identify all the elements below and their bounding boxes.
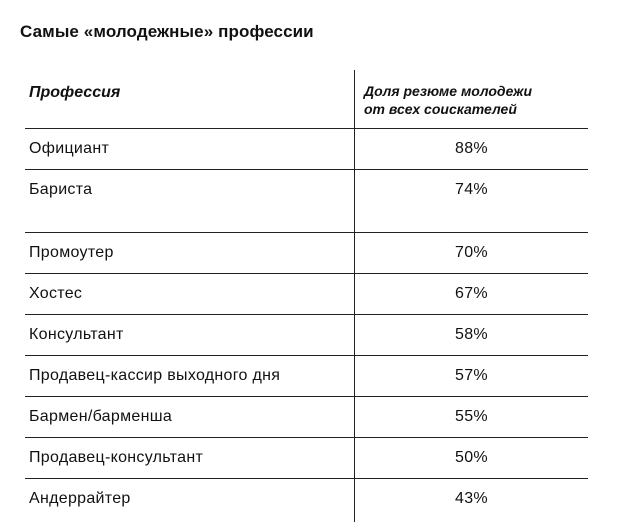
table-row xyxy=(25,129,588,170)
profession-cell: Продавец-консультант xyxy=(29,449,204,466)
table-row xyxy=(25,170,588,233)
table-row xyxy=(25,438,588,479)
share-cell: 43% xyxy=(455,490,488,507)
share-cell: 57% xyxy=(455,367,488,384)
header-share-line1: Доля резюме молодежи xyxy=(364,83,533,99)
profession-cell: Промоутер xyxy=(29,244,114,261)
share-cell: 50% xyxy=(455,449,488,466)
professions-table xyxy=(25,70,588,519)
table-row xyxy=(25,315,588,356)
table-row xyxy=(25,356,588,397)
page-title: Самые «молодежные» профессии xyxy=(20,22,314,41)
share-cell: 74% xyxy=(455,181,488,198)
profession-cell: Хостес xyxy=(29,285,83,302)
profession-cell: Консультант xyxy=(29,326,124,343)
table-row xyxy=(25,274,588,315)
share-cell: 70% xyxy=(455,244,488,261)
profession-cell: Андеррайтер xyxy=(29,490,131,507)
profession-cell: Бариста xyxy=(29,181,93,198)
header-profession: Профессия xyxy=(29,84,121,101)
header-share-line2: от всех соискателей xyxy=(364,101,517,117)
table-row xyxy=(25,479,588,519)
table-row xyxy=(25,233,588,274)
profession-cell: Продавец-кассир выходного дня xyxy=(29,367,281,384)
share-cell: 88% xyxy=(455,140,488,157)
share-cell: 55% xyxy=(455,408,488,425)
table-row xyxy=(25,397,588,438)
header-share xyxy=(364,82,532,118)
table-header xyxy=(25,70,588,129)
profession-cell: Официант xyxy=(29,140,110,157)
profession-cell: Бармен/барменша xyxy=(29,408,173,425)
share-cell: 67% xyxy=(455,285,488,302)
share-cell: 58% xyxy=(455,326,488,343)
